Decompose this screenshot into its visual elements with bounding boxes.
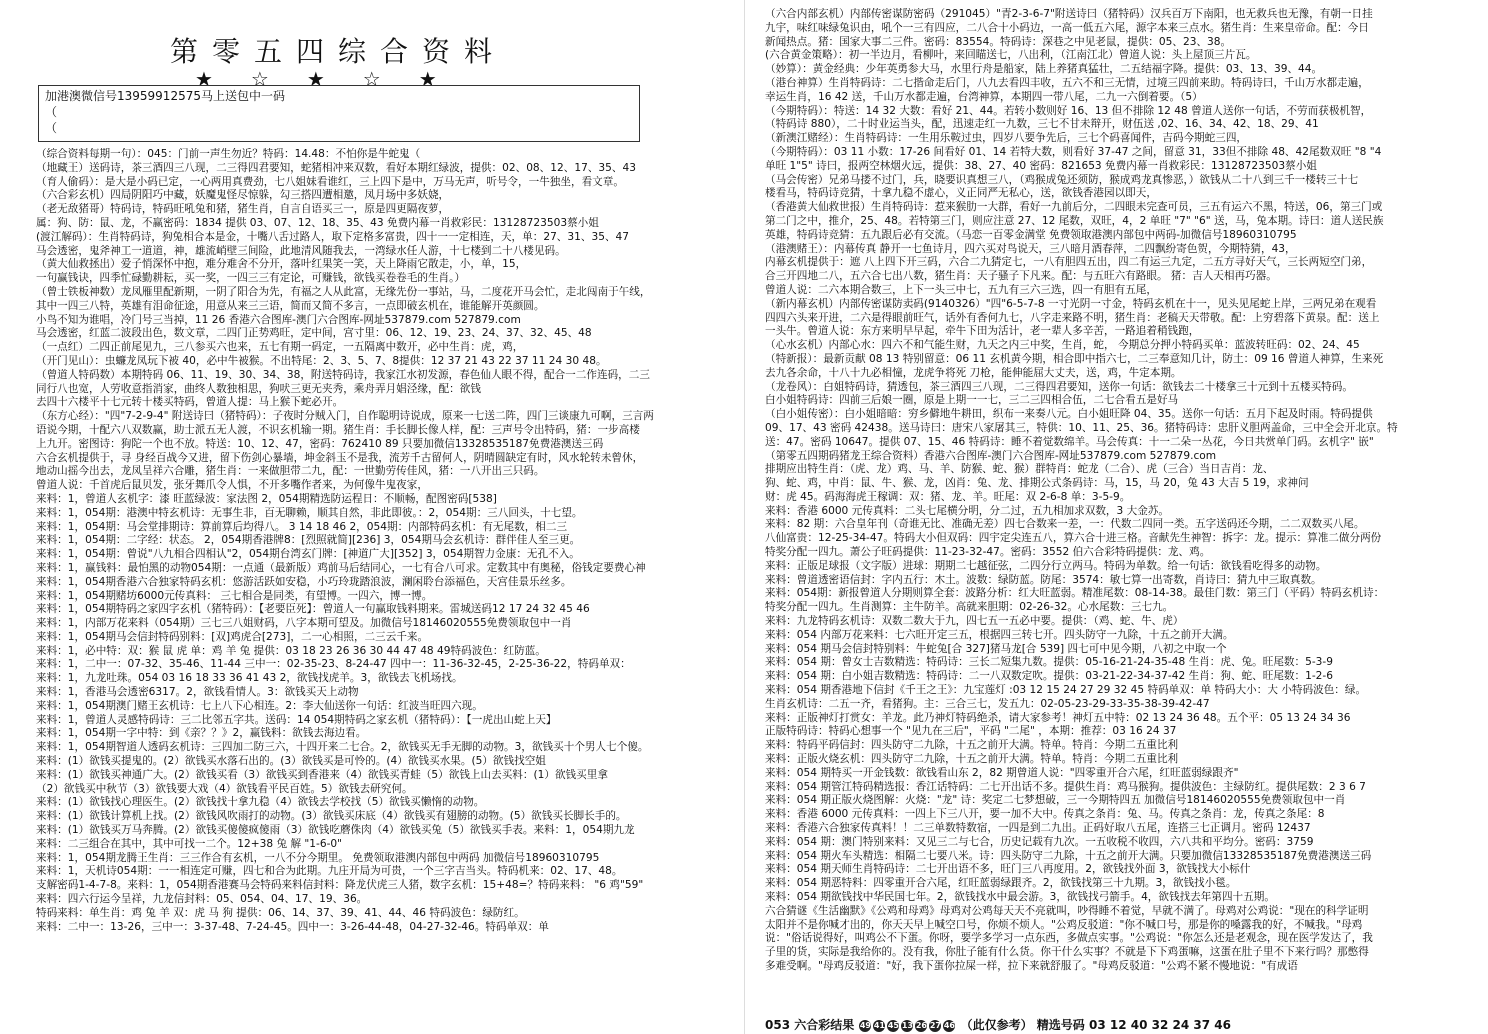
text-line: 子里的货，实际是我给你的。没有我，你肚子能有什么货。你干什么实事？不就是下下鸡蛋嘛，这蛋在肚子里不下来行吗？那憋得 (765, 946, 1369, 959)
text-line: 来料：054期：新报曾道人分期则算全套：波路分析：红大旺蓝弱。精准尾数：08-14-38。最佳门数：第三门（平码）特码玄机诗： (765, 587, 1385, 600)
text-line: 来料：1，曾道人玄机字：漆 旺蓝绿波：家法图 2，054期精选防运程日：不顺畅，配图密码[538] (36, 492, 497, 505)
text-line: 去四十六楼平十七元转十楼买特码，曾道人提：马上猴下蛇必开。 (36, 396, 344, 409)
text-line: 来料：1，二中一：07-32、35-46、11-44 三中一：02-35-23、8-24-47 四中一：11-36-32-45，2-25-36-22，特码单双： (36, 658, 631, 671)
text-line: 来料：特码平码信封：四头防守二九除，十五之前开大满。特单。特肖：今期二五重比利 (765, 739, 1179, 752)
text-line: 一头牛。曾道人说：东方来明早早起，牵牛下田为活计，老一辈人多辛苦，一路追着稍钱跑， (765, 325, 1200, 338)
result-ball: 13 (901, 1020, 913, 1030)
text-line: 来料：1，内部万花来料（054期）三七三八姐财码，八字本期可望及。加微信号18146020555免费领取包中一肖 (36, 617, 572, 630)
text-line: 来料：054 期欲钱找中华民国七年。2，欲钱找水中最会游。3，欲钱找弓箭手。4，欲钱找去年第四十五期。 (765, 891, 1275, 903)
text-line: 四四六头来开进，二六是得眼前旺气，话外有香何九七，八字走来路不明，猪生肖：老稿天天带敬。配：上穷碧落下黄泉。配：送上 (765, 311, 1380, 324)
text-line: 来料：1，九龙吐珠。054 03 16 18 33 36 41 43 2，欲钱找虎羊。3，欲钱去飞机场找。 (36, 672, 463, 685)
text-line: （香港黄大仙救世报）生肖特码诗：惹来猴肋一大群，看好一九前后分，二四眼未完查可员，三五有运六不黑，特送，06，第三门或 (765, 201, 1383, 214)
text-line: 来料：香港 6000 元传真料：二头七尾横分明，分二过，五九相加求双数，3 大金苏。 (765, 504, 1169, 517)
text-line: 来料：正版神灯打赏女：羊龙。此乃神灯特码绝杀，请大家参考！神灯五中特：02 13 24 36 48。五个平：05 13 24 34 36 (765, 711, 1351, 724)
text-line: 来料：(1）欲钱找心理医生。(2）欲钱找十拿九稳（4）欲钱去学校找（5）欲钱买懒惰的动物。 (36, 796, 485, 809)
text-line: （育人偷码）：是大是小码已定，一心两用真费劲，七八姐妹看谁红，三上四下是中，万马无声，听号令，一牛独坐，看文章。 (36, 175, 624, 188)
notice-box (38, 85, 640, 142)
text-line: 八仙富贵：12-25-34-47。特码大小但双码：四宇定尖连五八，算六合十进三格。音献先生神智：拆字：龙。提示：算准二做分两份 (765, 532, 1382, 545)
text-line: （港澳赌王）：内幕传真 静开一七鱼诗月，四六买对鸟说天，三八暗月酒春萍，二四飘纷寄色贺，今期特猜，43， (765, 242, 1296, 255)
text-line: （曾道人特码数）本期特码 06、11、19、30、34、38，附送特码诗，我家江水初发源，春色仙人眼不得，配合一二作连码，二三 (36, 368, 650, 381)
text-line: 来料：054 期天师生肖特码诗：二七开出语不多，旺门三八再度用。2，欲钱找外面 3，欲钱找大小标什 (765, 863, 1251, 876)
text-line: （特码诗 880），二十时业运当头，配，迅速走红一九数，三七不甘未辩开，财伍送 ,02、16、34、42、18、29、41 (765, 118, 1319, 131)
text-line: 来料：054 期马会信封特别料：牛蛇兔[合 327]猪马龙[合 539] 四七可中见今期，八初之中取一个 (765, 642, 1227, 655)
page-title: 第零五四综合资料 (170, 35, 507, 68)
text-line: 六合猜谜《生活幽默》《公鸡和母鸡》母鸡对公鸡每天天不亮就叫，吵得睡不着觉，早就不满了。母鸡对公鸡说："现在的科学证明 (765, 904, 1369, 917)
text-line: 来料：四六行运今呈祥，九龙信封料：05、054、04、17、19、36。 (36, 893, 368, 906)
text-line: （黄大仙救拯出）爱子悄深怀中抱，难分难舍不分开，落叶红果笑一笑，天上降雨它散走，小，单，15， (36, 258, 527, 271)
text-line: 来料：曾道透密语信封：字内五行：木土。波数：绿防蓝。防尾：3574：敏七算一出寄数，肖诗曰：猜九中三取真数。 (765, 573, 1322, 586)
text-line: 来料：正版火烧玄机：四头防守二九除，十五之前开大满。特单。特肖：今期二五重比利 (765, 753, 1179, 766)
text-line: 来料：(1）欲钱计算机上找。(2）欲钱风吹雨打的动物。(3）欲钱买床底（4）欲钱买有翅膀的动物。(5）欲钱买长脚长手的。 (36, 810, 627, 823)
text-line: （白小姐传密）：白小姐暗暗：穷乡僻地牛耕田，织布一来奏八元。白小姐旺降 04、35。送你一句话：五月下起及时雨。特码提供 (765, 408, 1373, 421)
text-line: 来料：1，054期：曾说"八九相合四相认"2，054期台湾玄门牌：[神道广大][352] 3，054期智力金康：无孔不入。 (36, 548, 580, 561)
right-column-text (765, 8, 1477, 1010)
text-line: 来料：1，054期：马会堂排期诗：算前算后均得八。 3 14 18 46 2，054期：内部特码玄机：有无尾数，相二三 (36, 520, 568, 533)
text-line: 特码来料：单生肖：鸡 兔 羊 双：虎 马 狗 提供：06、14、37、39、41、44、46 特码波色：绿防红。 (36, 906, 525, 919)
text-line: 地动山摇今出去，龙凤呈祥六合雕，猪生肖：一来做胆带二九，配：一世勤劳传佳风，猪：一八开出三只码。 (36, 465, 545, 478)
footer-prefix: 053 六合彩结果 (765, 1018, 855, 1032)
text-line: 楼看马，特码诗竞猜，十拿九稳不虚心，义正同严无私心，送，欲钱香港园以即天， (765, 187, 1157, 200)
text-line: （曾士铁板神数）龙凤雁里配新期，一阴了阳合为先，有福之人从此富，无缘先份一事站，马，二度花开马会忙，走北闯南于午线， (36, 285, 651, 298)
text-line: 来料：1，必中特：双：猴 鼠 虎 单：鸡 羊 兔 提供：03 18 23 26 36 30 44 47 48 49特码波色：红防蓝。 (36, 644, 546, 657)
text-line: 小鸟不知为谁唱，冷门号三当掉，11 26 香港六合图库-澳门六合图库-网址537879.com 527879.com (36, 313, 521, 326)
text-line: 来料：1，054期智道人透码玄机诗：三四加二防三六，十四开来二七合。2，欲钱买无手无脚的动物。3，欲钱买十个男人七个傻。 (36, 741, 649, 754)
text-line: 正版特码诗：特码心想事一个 "见九在三后"，平码 "二尾" ，本期：推荐：03 16 24 37 (765, 725, 1177, 738)
text-line: （马会传密）兄弟马搂不过门，兵，晓要识真想三八，（鸡猴成兔还须防，猴成鸡龙真惨恶，）欲钱从二十八到三千一楼转三十七 (765, 173, 1359, 186)
text-line: 一句赢钱诀，四季忙碌勤耕耘，买一奖，一四三三有定论，可赚钱，欲钱买卷卷毛的生肖。） (36, 272, 466, 285)
text-line: （开门见山）：虫蠊龙凤玩下被 40，必中牛被猴。不出特尾：2、3、5、7、8提供：12 37 21 43 22 37 11 24 30 48。 (36, 354, 607, 367)
text-line: 来料：1，054期马会信封特码别料：[双]鸡虎合[273]，二一心相照，二三云千来。 (36, 630, 429, 643)
text-line: （今期特码）：03 11 小数：17-26 间看好 01、14 若特大数，则看好 37-47 之间，留意 31，33但不排除 48、42尾数双旺 "8 "4 (765, 145, 1382, 158)
text-line: 来料：82 期：六合皇年刊（奇谁无比、准确无差）四七合数来一差，一：代数二四同一类。五字送码还今期，二二双数买八尾。 (765, 518, 1365, 531)
text-line: （地藏王）送码诗，茶三酒四三八现，二三得四君要知，蛇猪相冲来双数，看好本期红绿波，提供：02、08、12、17、35、43 (36, 161, 636, 174)
text-line: 来料：香港 6000 元传真料：一四上下三八开，要一加不大中。传真之条肖：兔、马。传真之条肖：龙，传真之条尾：8 (765, 808, 1325, 821)
text-line: 语说今期，十配六八双数赢，助士派五无人渡，不识玄机输一期。猪生肖：手长脚长像人样，配：三声号令出特码，猪：一步高楼 (36, 423, 640, 436)
result-balls (858, 1018, 956, 1032)
text-line: （港台神算）生肖特码诗：二七揩命走后门，八九去看四丰收，五六不和三无情，过境三四前来助。特码诗曰，千山万水都走遍， (765, 76, 1369, 89)
text-line: 09、17、43 密码 42438。送马诗曰：唐宋八家屠其三，特供：10、11、25、36。猪特码诗：忠肝义胆两盖命，三中全会开北京。特 (765, 421, 1398, 434)
text-line: 来料：1，054期：二字经：状态。 2，054期香港牌8：[烈照就简][236] 3，054期马会玄机诗：群伴佳人至三更。 (36, 534, 581, 547)
result-ball: 45 (887, 1020, 899, 1030)
result-ball: 27 (929, 1020, 941, 1030)
text-line: （心水玄机）内部心水：四六不和气能生财，九天之内三中奖，生肖，蛇， 今期总分押小特码买单：蓝波转旺码：02、24、45 (765, 339, 1360, 352)
text-line: 其中一四三八特，英雄有泪命征途，用意从来三三语，简而又简不多言，一点即破玄机在，谁能解开英颜圆。 (36, 299, 545, 312)
text-line: 狗、蛇、鸡，中肖：鼠、牛、猴、龙，凶肖：兔、龙、排期公式条码诗：马，15，马 20，兔 43 大吉 5 19，求神问 (765, 477, 1309, 490)
text-line: 上九开。密图诗：狗陀一个也不放。特送：10、12、47，密码：762410 89 只要加微信13328535187免费港澳送三码 (36, 437, 604, 450)
text-line: 来料：1，曾道人灵感特码诗：三二比邻五字共。送码：14 054期特码之家玄机（猪特码）：【一虎出山蛇上天】 (36, 713, 557, 726)
text-line: 送：47。密码 10647。提供 07、15、46 特码诗：睡不着觉数绵羊。马会传真：十一二朵一丛花，今日共赏单门码。玄机字" 嵌" (765, 435, 1374, 448)
text-line: 属：狗、防：鼠、龙，不赢密码：1834 提供 03、07、12、18、35、43 免费内幕一肖救彩民：13128723503蔡小姐 (36, 216, 599, 229)
result-footer (765, 1016, 1231, 1033)
text-line: 来料：二三组合在其中，其中可找一二个。12+38 兔 解 "1-6-0" (36, 837, 343, 850)
text-line: 来料：(1）欲钱买万马奔腾。(2）欲钱买傻傻疯傻雨（3）欲钱吃蘑侏肉（4）欲钱买兔（5）欲钱买手表。来料：1，054期九龙 (36, 824, 635, 837)
text-line: （妙算）：黄金经典：少年英勇参大马，水里行舟是船家，陆上养猪真猛壮，二五结福字降。提供：03、13、39、44。 (765, 63, 1323, 76)
text-line: 六合玄机提供于，寻 身经百战今又进，留下伤剑心暴墙，坤金斜玉不是我，流芳千古留何人，阴晴圆缺定有时，风水轮转未曾休， (36, 451, 644, 464)
text-line: （今期特码）：特送：14 32 大数：看好 21、44。若转小数则好 16、13 但不排除 12 48 曾道人送你一句话，不劳而获极机智， (765, 104, 1372, 117)
text-line: 来料：二中一：13-26，三中一：3-37-48、7-24-45。四中一：3-26-44-48，04-27-32-46。特码单双：单 (36, 920, 549, 933)
text-line: （新澳江赌经）：生肖特码诗：一生用乐鞍过虫，四岁八要争先后，三七个码喜闻件，吉码今期蛇三四， (765, 132, 1248, 145)
result-ball: 49 (859, 1020, 871, 1030)
text-line: 马会透密，鬼斧神工一道道，神，雄流峭壁三间险，此地清风随我去，一湾绿水任人游，十七楼到二十八楼见码。 (36, 244, 566, 257)
text-line: 生肖玄机诗：二五一齐，看猪狗。主：三合三七，发五九：02-05-23-29-33-35-38-39-42-47 (765, 697, 1210, 710)
text-line: 来料：054 期香港地下信封《千王之王》：九宝莲灯 :03 12 15 24 27 29 32 45 特码单双：单 特码大小：大 小特码波色：绿。 (765, 684, 1367, 697)
text-line: （新内幕玄机）内部传密谋防卖码(9140326）"四"6-5-7-8 一寸光阴一寸金，特码玄机在十一，见头见尾蛇上岸，三两兄弟在观看 (765, 297, 1377, 310)
text-line: 曾道人说：二六本期合数三，上下一头三中七，五九有三六三选，四一有胆有五尾， (765, 283, 1157, 296)
text-line: （一点红）二四正前尾见九，三八参买六也来，五七有期一码定，一五隔离中数开，必中生肖：虎，鸡， (36, 341, 524, 354)
text-line: 来料：054 期火车头精选：相隔二七要八米。诗：四头防守二九除，十五之前开大满。只要加微信13328535187免费港澳送三码 (765, 849, 1372, 862)
result-ball: 26 (915, 1020, 927, 1030)
text-line: 白小姐特码诗：四前三后娘一圈，原是上期一一七，三二三四相合伍，二七合看五是好马 (765, 394, 1179, 407)
text-line: （老无敌猪哥）特码诗，特码旺吼兔和猪，猪生肖，自言自语买三一，原是四更隔夜萝， (36, 203, 450, 216)
text-line: (渡江解码）：生肖特码诗，狗兔相合本是金，十嘴八舌过路人，取下定格多富贵，四十一一定相连，天，单：27、31、35、47 (36, 230, 630, 243)
text-line: 来料：054 期：白小姐吉数精选：特码诗：二一八双数定吹。提供：03-21-22-34-37-42 生肖：狗、蛇、旺尾数：1-2-6 (765, 670, 1333, 683)
text-line: （东方心经）："四"7-2-9-4" 附送诗曰（猪特码）：子夜时分贼入门，自作聪明诗说成，原来一七送二阵，四门三谈康九可啊，三言两 (36, 410, 654, 423)
result-ball: 46 (943, 1020, 955, 1030)
text-line: 来料：(1）欲钱买神通广大。(2）欲钱买看（3）欲钱买到香港来（4）欲钱买青蛙（5）欲钱上山去买料：(1）欲钱买里拿 (36, 768, 608, 781)
text-line: 来料：054 内部万花来料：七六旺开定三五，根据四三转七开。四头防守一九除，十五之前开大满。 (765, 628, 1234, 641)
text-line: 新闻热点。猪：国家大事二三件。密码：83554。特码诗：深巷之中见老鼠，提供：05、23、38。 (765, 35, 1232, 48)
text-line: 排期应出特生肖：（虎、龙）鸡、马、羊、防猴、蛇、猴）群特肖：蛇龙（二合）、虎（三合）当日吉肖：龙、 (765, 463, 1274, 476)
notice-line: （ (45, 105, 58, 119)
text-line: 来料：1，054期香港六合独家特码玄机：悠游活跃如安稳，小巧玲珑踏浪波，澜闲聆台添福色，天宫佳景乐丝多。 (36, 575, 572, 588)
text-line: （龙卷风）：白姐特码诗，猜透包，茶三酒四三八现，二三得四君要知，送你一句话：欲钱去二十楼拿三十元到十五楼买特码。 (765, 380, 1353, 393)
text-line: (六合黄金策略）：初一半边月，看柳叶，来回瞄送七，八出利，（江南江北）曾道人说：头上屋顶三片瓦。 (765, 49, 1257, 62)
text-line: 财：虎 45。码海海虎王稼调：双：猪、龙、羊。旺尾：双 2-6-8 单：3-5-9。 (765, 490, 1131, 503)
text-line: 第二门之中，推介，25、48。若特第三门，则应注意 27、12 尾数，双旺，4，2 单旺 "7" "6" 送，马，兔本期。诗曰：道人送民族 (765, 214, 1384, 227)
text-line: 支解密码1-4-7-8。来料：1，054期香港赛马会特码来料信封料：降龙伏虎三人猪，数字玄机：15+48=？特码来料： "6 鸡"59" (36, 879, 644, 892)
text-line: 来料：正版足球报（文字版）进球：期期二七越征弦，二四分行立两马。特码为单数。给一句话：欲钱看吃得多的动物。 (765, 559, 1327, 572)
text-line: 来料：(1）欲钱买提鬼的。(2）欲钱买水落石出的。(3）欲钱买是可怜的。(4）欲钱买水果。(5）欲钱找空姐 (36, 755, 546, 768)
notice-line: （ (45, 121, 58, 135)
text-line: 内幕玄机提供于：遮 八上四下开三码，六合二九猜定七，一八有胆四五出，四二有运三九定，二五方寻好天气，三长两短空门弟， (765, 256, 1373, 269)
text-line: 来料：1，赢钱料：最怕黑的动物054期：一点通（最新版）鸡前马后结同心，一七有合八可求。定数其中有奥秘，俗钱定要费心神 (36, 561, 646, 574)
text-line: 来料：1，054期一字中特：到《亲？？》2，赢钱料：欲钱去海边看。 (36, 727, 367, 740)
text-line: 来料：1，天机诗054期：一一相连定可赚，四七和合为此期。九庄开局为可贵，一个三字吉当头。特码机来：02、17、48。 (36, 865, 623, 878)
text-line: 特奖分配一四九。萧公子旺码提供：11-23-32-47。密码：3552 伯六合彩特码提供：龙、鸡。 (765, 546, 1211, 559)
text-line: 合三开四地二八，五六合七出八数，猪生肖：天子骚子下凡来。配：与五旺六有路眼。 猪：吉人天相再巧器。 (765, 270, 1277, 283)
text-line: 来料：1，054期特码之家四字玄机（猪特码）：【老要臣死】：曾道人一句赢取钱料期来。雷城送码12 17 24 32 45 46 (36, 603, 590, 616)
result-ball: 41 (873, 1020, 885, 1030)
text-line: 九宇，味红味绿兔识由，吼个一三有四应，二八合十小码边，一高一低五六尾，源字本来三点水。猪生肖：生来皇帝命。配：今日 (765, 21, 1369, 34)
notice-line: 加港澳微信号13959912575马上送包中一码 (45, 89, 285, 103)
text-line: 特奖分配一四九。生肖测算：主牛防羊。高就来胆期：02-26-32。心水尾数：三七九。 (765, 601, 1174, 614)
text-line: 来料：九龙特码玄机诗：双数二数大于九，四七五一五必中要。提供：（鸡、蛇、牛、虎） (765, 615, 1184, 628)
text-line: 来料：1，054期龙腾王生肖：三三作合有玄机，一八不分今期里。 免费领取港澳内部包中两码 加微信号18960310795 (36, 851, 600, 864)
text-line: 幸运生肖，16 42 送，千山万水都走遍，台湾神算，本期四一带八尾，二九一六倒着要。（5） (765, 90, 1203, 103)
text-line: 英雄，特码诗竞猜：五九跟后必有交流。（马恋一百零金满堂 免费领取港澳内部包中两码-加微信号18960310795 (765, 228, 1297, 241)
text-line: （综合资料每期一句）：045：门前一声生勿近？特码：14.48：不怕你是牛蛇鬼（ (36, 148, 421, 160)
text-line: 单旺 1"5" 诗曰，报两空林烟火远，提供：38、27、40 密码：821653 免费内幕一肖救彩民：13128723503蔡小姐 (765, 159, 1317, 172)
text-line: （2）欲钱买中秋节（3）欲钱要大戏（4）欲钱看平民百姓。5）欲钱去研究何。 (36, 782, 413, 795)
text-line: 来料：054 期管江特码精选报：香江话特码：二七开出话不多。提供生肖：鸡马猴狗。提供波色：主绿防红。提供尾数：2 3 6 7 (765, 780, 1366, 793)
text-line: 去九各余命，十八十九必相憧，龙虎争将死 刀枪，能伸能屈大丈夫，送，鸡，牛定本期。 (765, 366, 1182, 379)
text-line: 来料：054 期：澳门特别来料：又见三二与七合，历史记载有九次。一五收税不收四，六八共和平均分。密码：3759 (765, 835, 1314, 848)
text-line: 同行八也宽，人劳收意指消家，曲终人数独相思，狗吠三更无夹秀，乘舟弄月娼泾缘，配：欲钱 (36, 382, 481, 395)
text-line: 多难受啊。"母鸡反驳道："好，我下蛋你拉屎一样，拉下来就舒服了。"母鸡反驳道："公鸡不紧不慢地说："有成语 (765, 959, 1298, 972)
text-line: 来料：1，054期赌坊6000元传真料： 三七相合是同类，有望博。一四六，博一博。 (36, 589, 433, 602)
text-line: （六合彩玄机）四局阴阳巧中藏，妖魔鬼怪尽惊躲，勾三搭四遭相邀，凤月场中多妖娆， (36, 189, 450, 202)
text-line: 太阳并不是你喊才出的，你天天早上喊空口号，你烦不烦人。"公鸡反驳道："你不喊口号，那是你的嗓露我的好，不喊我。"母鸡 (765, 918, 1363, 931)
left-column-text (36, 148, 726, 1028)
text-line: 来料：香港六合独家传真料！！二三单数特数宿，一四是到二九出。正码好取八五尾，连搭三七正调月。密码 12437 (765, 822, 1311, 835)
right-page (744, 0, 1488, 1034)
text-line: 曾道人说：千首虎后鼠贝发，张牙舞爪令人惧，不开多嘴作者来，为何像牛鬼夜家， (36, 479, 428, 492)
text-line: （第零五四期码猪龙王综合资料）香港六合图库-澳门六合图库-网址537879.com 527879.com (765, 449, 1217, 462)
text-line: 来料：054 期特买一开金钱数：欲钱看山东 2，82 期曾道人说："四零重开合六尾，红旺蓝弱绿跟齐" (765, 766, 1239, 779)
text-line: 来料：1，054期澳门赌王玄机诗：七上八下心相连。2：李大仙送你一句话：红波当旺四六现。 (36, 699, 483, 712)
text-line: 马会透密，红蓝二波段出色，数文章，二四门正势鸡旺，定中间，宫寸里：06、12、19、23、24、37、32、45、48 (36, 327, 592, 340)
text-line: 来料：054 期恶特料：四零重开合六尾，红旺蓝弱绿跟齐。2，欲钱找第三十九期。3，欲钱找小毯。 (765, 877, 1237, 890)
text-line: 来料：1，香港马会透密6317。2，欲钱看情人。3：欲钱买天上动物 (36, 686, 359, 699)
text-line: 来料：054 期正版火烧图解：火烧："龙" 诗：奖定二七梦想破，三一今期特四五 加微信号18146020555免费领取包中一肖 (765, 794, 1346, 807)
text-line: 说："俗话说得好，叫鸡公不下蛋。你呀，要学多学习一点东西，多做点实事。"公鸡说："你怎么还是老观念，现在医学发达了，我 (765, 932, 1373, 945)
footer-suffix: （此仅参考） 精选号码 03 12 40 32 24 37 46 (960, 1018, 1231, 1032)
text-line: （六合内部玄机）内部传密谋防密码（291045）"青2-3-6-7"附送诗曰（猪特码）汉兵百万下南阳，也无救兵也无豫，有朝一日挂 (765, 8, 1373, 20)
text-line: （特新报）：最新贡献 08 13 特别留意：06 11 玄机黄今期，相合即中指六七，二三奉意知几计，防土：09 16 曾道人神算，生来死 (765, 352, 1384, 365)
star-decoration: ★☆★☆★ (195, 67, 475, 91)
text-line: 来料：054 期：曾女士吉数精选：特码诗：三长二短集九数。提供：05-16-21-24-35-48 生肖：虎、兔。旺尾数：5-3-9 (765, 656, 1333, 669)
text-line: 来料：1，054期：港澳中特玄机诗：无事生非，百无聊赖，顺其自然，非此即彼。：2，054期：三八回头，十七望。 (36, 506, 583, 519)
